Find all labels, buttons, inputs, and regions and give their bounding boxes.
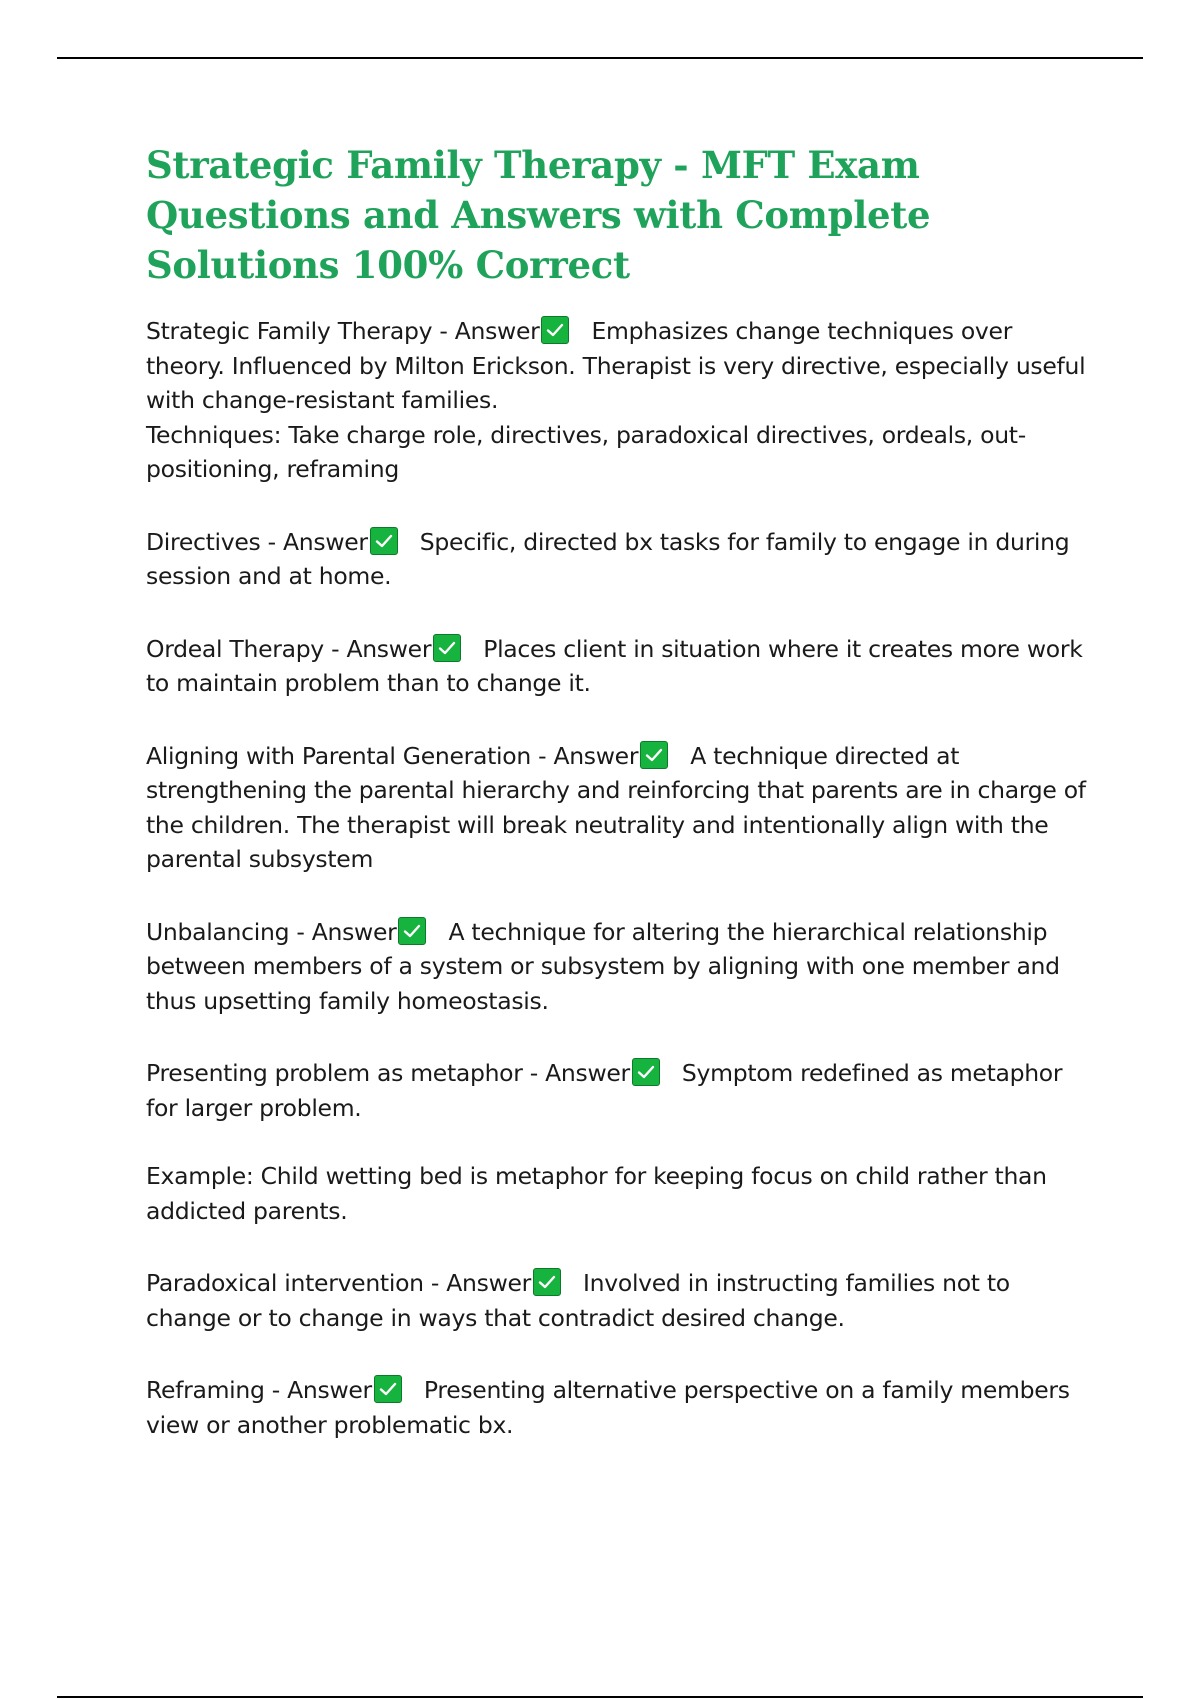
qa-answer-line [146,314,1096,418]
check-box-icon [433,634,461,662]
bottom-rule [57,1696,1143,1698]
qa-answer-line [146,1266,1096,1335]
qa-entry [146,314,1096,487]
qa-term: Unbalancing [146,917,290,946]
check-box-icon [374,1375,402,1403]
check-box-icon [640,741,668,769]
qa-entry [146,632,1096,701]
check-box-icon [632,1058,660,1086]
qa-answer-text: Emphasizes change techniques over theory. Influenced by Milton Erickson. Therapist is very directive, especially useful with change-resistant families. [146,317,1086,414]
answer-separator: - Answer [260,527,368,556]
answer-separator: - Answer [289,917,397,946]
check-box-icon [541,316,569,344]
qa-entry [146,739,1096,877]
qa-entry [146,915,1096,1019]
qa-term: Presenting problem as metaphor [146,1059,523,1087]
document-body [146,140,1096,1480]
qa-term: Directives [146,527,261,556]
qa-answer-text: Presenting alternative perspective on a family members view or another problematic bx. [146,1376,1070,1439]
check-box-icon [398,917,426,945]
answer-separator: - Answer [423,1269,532,1297]
qa-term: Paradoxical intervention [146,1269,424,1297]
qa-answer-line [146,1056,1096,1125]
qa-entry [146,1373,1096,1442]
answer-separator: - Answer [530,741,639,770]
qa-answer-text: Specific, directed bx tasks for family to engage in during session and at home. [146,527,1070,590]
qa-example: Example: Child wetting bed is metaphor for keeping focus on child rather than addicted parents. [146,1162,1047,1225]
qa-answer-continuation: Techniques: Take charge role, directives, paradoxical directives, ordeals, out-positioning, reframing [146,420,1026,483]
answer-separator: - Answer [522,1059,630,1087]
qa-answer-line [146,525,1096,594]
check-box-icon [533,1268,561,1296]
qa-term: Ordeal Therapy [146,634,324,663]
qa-term: Reframing [146,1376,265,1404]
check-box-icon [370,527,398,555]
qa-entry [146,1266,1096,1335]
qa-term: Strategic Family Therapy [146,317,433,345]
qa-answer-text: A technique directed at strengthening the parental hierarchy and reinforcing that parents are in charge of the children. The therapist will break neutrality and intentionally align with the parental subsystem [146,741,1086,873]
qa-answer-text: A technique for altering the hierarchical relationship between members of a system or subsystem by aligning with one member and thus upsetting family homeostasis. [146,917,1060,1015]
answer-separator: - Answer [323,634,432,663]
qa-answer-text: Involved in instructing families not to change or to change in ways that contradict desired change. [146,1269,1010,1332]
qa-answer-line [146,739,1096,877]
qa-answer-line [146,632,1096,701]
answer-separator: - Answer [432,317,540,345]
document-title: Strategic Family Therapy - MFT Exam Questions and Answers with Complete Solutions 100% Correct [146,143,931,287]
qa-term: Aligning with Parental Generation [146,741,531,770]
top-rule [57,57,1143,59]
qa-entry [146,1056,1096,1228]
qa-answer-text: Symptom redefined as metaphor for larger problem. [146,1059,1063,1122]
answer-separator: - Answer [264,1376,372,1404]
qa-answer-line [146,1373,1096,1442]
qa-answer-line [146,915,1096,1019]
qa-answer-text: Places client in situation where it creates more work to maintain problem than to change it. [146,634,1083,697]
qa-entry [146,525,1096,594]
